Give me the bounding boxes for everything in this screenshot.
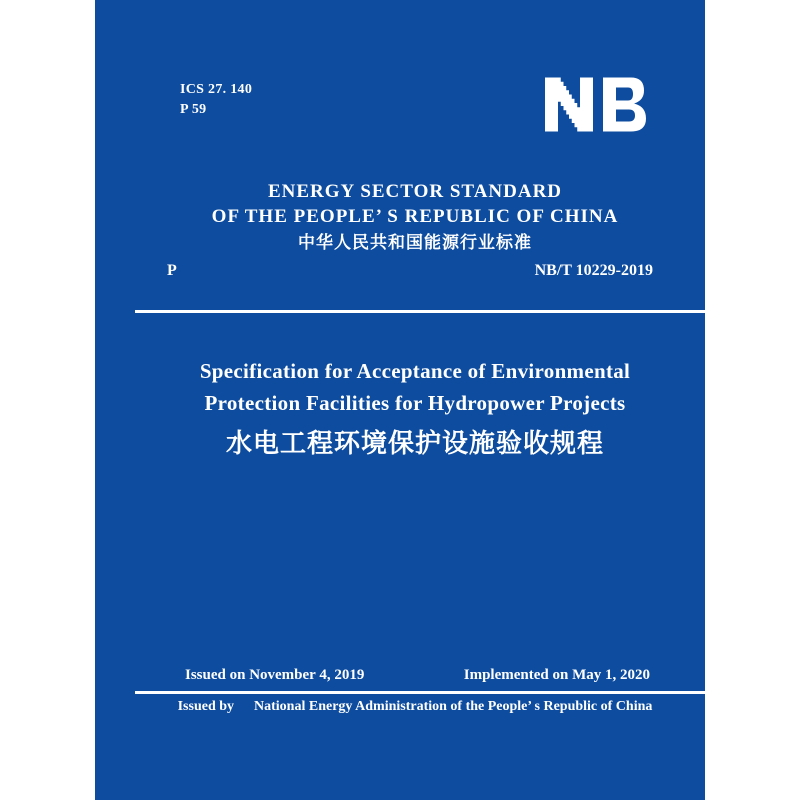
standard-name-cn: 中华人民共和国能源行业标准 [298,233,532,252]
dates-row [135,667,705,684]
nb-logo-letter-b [603,78,646,132]
issuer-row [130,699,700,715]
issued-date: Issued on November 4, 2019 [185,667,365,683]
standard-number: NB/T 10229-2019 [534,262,653,279]
title-block [130,355,700,462]
bottom-divider-rule [135,691,705,694]
standard-name-line1: ENERGY SECTOR STANDARD [267,181,563,202]
top-divider-rule [135,310,705,313]
issuer-name: National Energy Administration of the People’ s Republic of China [254,699,653,714]
classification-code: P 59 [180,102,207,117]
price-class-code: P [167,262,177,279]
title-en-line1: Specification for Acceptance of Environmental [199,359,631,383]
ics-block [180,80,252,120]
title-en-line2: Protection Facilities for Hydropower Projects [204,391,626,415]
title-cn: 水电工程环境保护设施验收规程 [225,429,604,458]
nb-logo-icon [545,77,653,132]
code-row [135,262,705,280]
cover-panel [95,0,705,800]
issued-by-label: Issued by [177,699,235,714]
nb-logo-letter-n [545,78,593,132]
ics-code: ICS 27. 140 [180,82,253,97]
standard-name-line2: OF THE PEOPLE’ S REPUBLIC OF CHINA [211,206,619,227]
standard-name-block [130,179,700,255]
implemented-date: Implemented on May 1, 2020 [463,667,650,683]
